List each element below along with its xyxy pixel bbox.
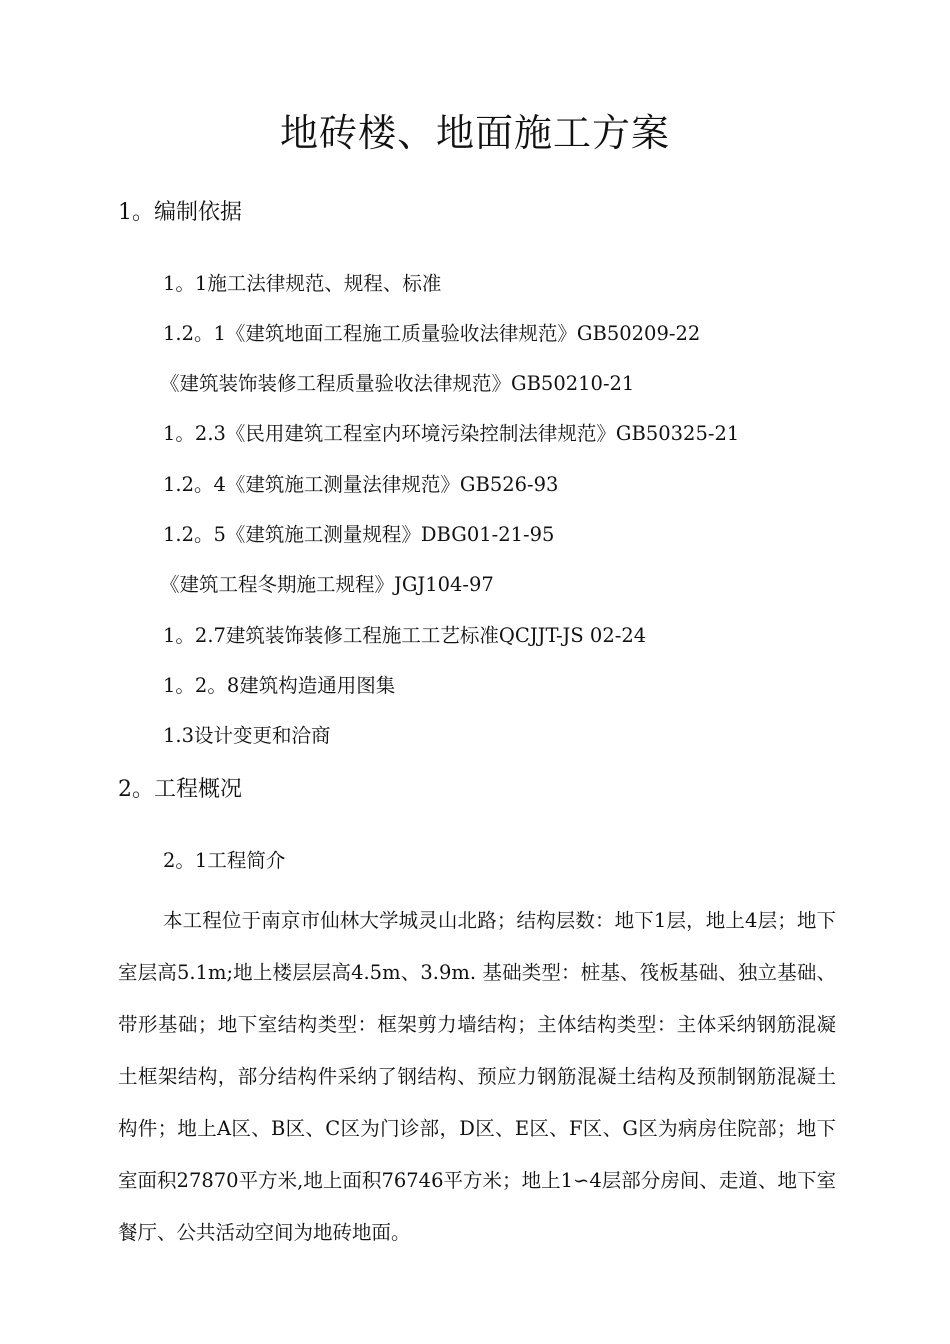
list-item: 1.2。4《建筑施工测量法律规范》GB526-93 (163, 473, 559, 496)
list-item: 1.3设计变更和洽商 (163, 724, 331, 747)
list-item: 1。2。8建筑构造通用图集 (163, 674, 396, 697)
list-item: 1。1施工法律规范、规程、标准 (163, 272, 442, 295)
subsection-heading: 2。1工程简介 (163, 849, 286, 872)
document-title: 地砖楼、地面施工方案 (279, 111, 670, 155)
section-heading-2: 2。工程概况 (118, 777, 242, 802)
list-item: 1。2.3《民用建筑工程室内环境污染控制法律规范》GB50325-21 (163, 422, 740, 445)
project-description-paragraph: 本工程位于南京市仙林大学城灵山北路；结构层数：地下1层，地上4层；地下室层高5.1m;地上楼层层高4.5m、3.9m. 基础类型：桩基、筏板基础、独立基础、带形基础；地下室结构类型：框架剪力墙结构；主体结构类型：主体采纳钢筋混凝土框架结构，部分结构件采纳了钢结构、预应力钢筋混凝土结构及预制钢筋混凝土构件；地上A区、B区、C区为门诊部，D区、E区、F区、G区为病房住院部；地下室面积27870平方米,地上面积76746平方米；地上1∽4层部分房间、走道、地下室餐厅、公共活动空间为地砖地面。 (118, 909, 836, 1244)
list-item: 1.2。1《建筑地面工程施工质量验收法律规范》GB50209-22 (163, 322, 701, 345)
list-item: 《建筑装饰装修工程质量验收法律规范》GB50210-21 (160, 372, 635, 395)
list-item: 《建筑工程冬期施工规程》JGJ104-97 (160, 573, 494, 596)
section-heading-1: 1。编制依据 (118, 200, 242, 225)
list-item: 1.2。5《建筑施工测量规程》DBG01-21-95 (163, 523, 555, 546)
list-item: 1。2.7建筑装饰装修工程施工工艺标准QCJJT-JS 02-24 (163, 624, 647, 647)
